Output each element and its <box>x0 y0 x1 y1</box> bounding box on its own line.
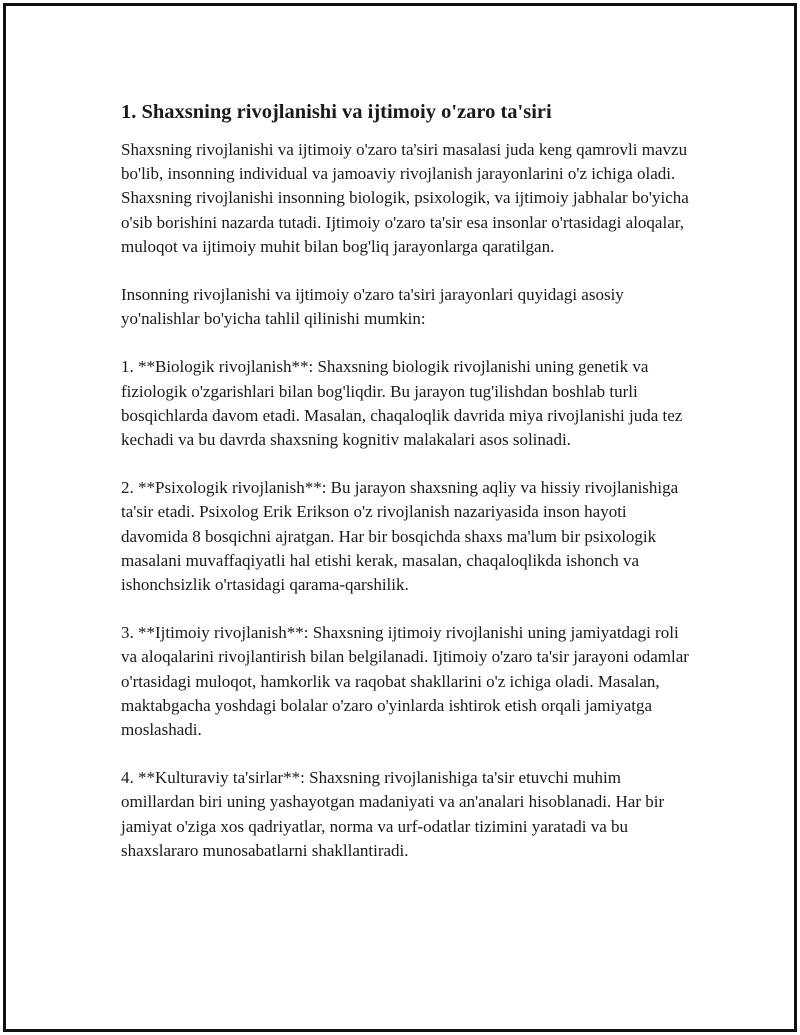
page-frame <box>3 3 797 1032</box>
document-title: 1. Shaxsning rivojlanishi va ijtimoiy o'zaro ta'siri <box>121 101 552 123</box>
cultural-influences-paragraph: 4. **Kulturaviy ta'sirlar**: Shaxsning rivojlanishiga ta'sir etuvchi muhim omillardan biri uning yashayotgan madaniyati va an'analari hisoblanadi. Har bir jamiyat o'ziga xos qadriyatlar, norma va urf-odatlar tizimini yaratadi va bu shaxslararo munosabatlarni shakllantiradi. <box>121 768 665 860</box>
social-development-paragraph: 3. **Ijtimoiy rivojlanish**: Shaxsning ijtimoiy rivojlanishi uning jamiyatdagi roli va aloqalarini rivojlantirish bilan belgilanadi. Ijtimoiy o'zaro ta'sir jarayoni odamlar o'rtasidagi muloqot, hamkorlik va raqobat shakllarini o'z ichiga oladi. Masalan, maktabgacha yoshdagi bolalar o'zaro o'yinlarda ishtirok etish orqali jamiyatga moslashadi. <box>121 623 689 740</box>
document-body <box>121 98 696 887</box>
directions-paragraph: Insonning rivojlanishi va ijtimoiy o'zaro ta'siri jarayonlari quyidagi asosiy yo'nalishlar bo'yicha tahlil qilinishi mumkin: <box>121 285 624 329</box>
intro-paragraph: Shaxsning rivojlanishi va ijtimoiy o'zaro ta'siri masalasi juda keng qamrovli mavzu bo'lib, insonning individual va jamoaviy rivojlanish jarayonlarini o'z ichiga oladi. Shaxsning rivojlanishi insonning biologik, psixologik, va ijtimoiy jabhalar bo'yicha o'sib borishini nazarda tutadi. Ijtimoiy o'zaro ta'sir esa insonlar o'rtasidagi aloqalar, muloqot va ijtimoiy muhit bilan bog'liq jarayonlarga qaratilgan. <box>121 140 689 256</box>
psychological-development-paragraph: 2. **Psixologik rivojlanish**: Bu jarayon shaxsning aqliy va hissiy rivojlanishiga ta'sir etadi. Psixolog Erik Erikson o'z rivojlanish nazariyasida inson hayoti davomida 8 bosqichni ajratgan. Har bir bosqichda shaxs ma'lum bir psixologik masalani muvaffaqiyatli hal etishi kerak, masalan, chaqaloqlikda ishonch va ishonchsizlik o'rtasidagi qarama-qarshilik. <box>121 478 679 595</box>
biological-development-paragraph: 1. **Biologik rivojlanish**: Shaxsning biologik rivojlanishi uning genetik va fiziologik o'zgarishlari bilan bog'liqdir. Bu jarayon tug'ilishdan boshlab turli bosqichlarda davom etadi. Masalan, chaqaloqlik davrida miya rivojlanishi juda tez kechadi va bu davrda shaxsning kognitiv malakalari asos solinadi. <box>121 357 683 450</box>
